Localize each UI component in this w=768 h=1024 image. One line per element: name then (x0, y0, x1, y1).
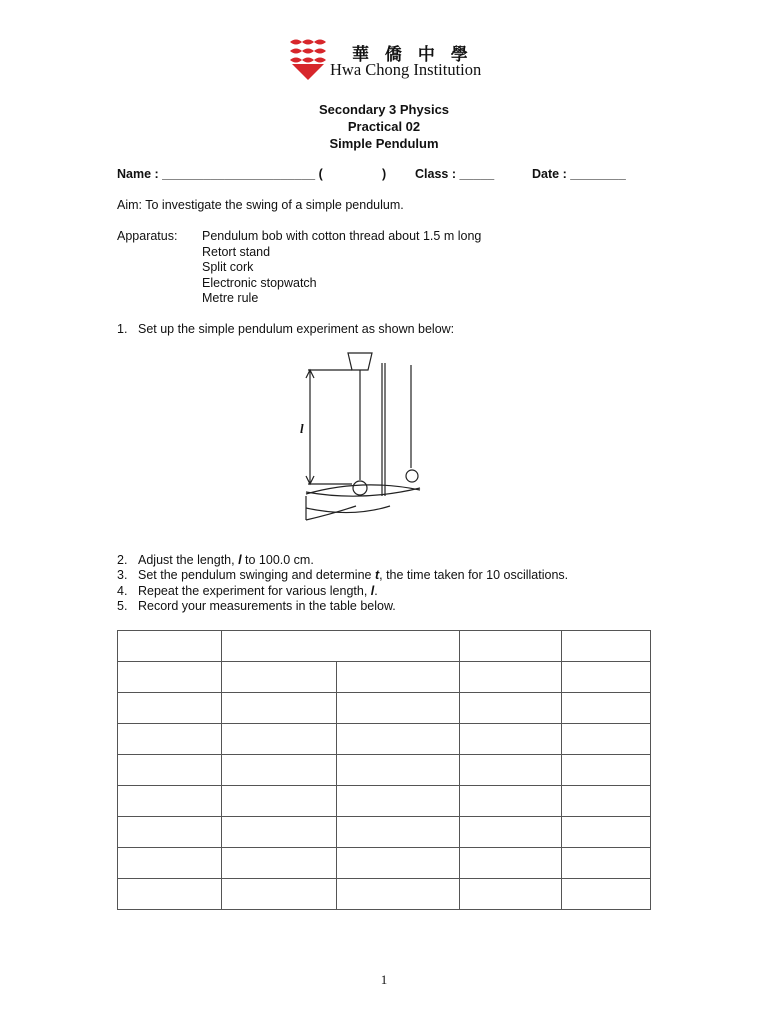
table-cell[interactable] (118, 724, 222, 755)
table-cell[interactable] (460, 755, 562, 786)
table-cell[interactable] (118, 786, 222, 817)
table-cell[interactable] (337, 848, 460, 879)
step-text-pre: Adjust the length, (138, 553, 239, 567)
step-number: 3. (117, 568, 128, 582)
table-cell[interactable] (118, 848, 222, 879)
table-cell[interactable] (222, 817, 337, 848)
table-cell[interactable] (222, 786, 337, 817)
results-table (117, 630, 651, 910)
table-cell[interactable] (222, 693, 337, 724)
table-cell[interactable] (118, 662, 222, 693)
table-cell[interactable] (337, 693, 460, 724)
practical-title: Simple Pendulum (329, 136, 439, 151)
table-cell[interactable] (337, 755, 460, 786)
table-cell[interactable] (222, 848, 337, 879)
table-cell[interactable] (118, 755, 222, 786)
class-field-label: Class : _____ (415, 167, 495, 181)
step-text-post: . (374, 584, 378, 598)
aim-text: Aim: To investigate the swing of a simple pendulum. (117, 198, 404, 212)
table-cell[interactable] (222, 724, 337, 755)
table-row (118, 693, 651, 724)
table-cell[interactable] (562, 848, 651, 879)
table-row (118, 786, 651, 817)
table-cell[interactable] (460, 817, 562, 848)
step-text-post: , the time taken for 10 oscillations. (379, 568, 569, 582)
table-cell[interactable] (562, 662, 651, 693)
table-cell[interactable] (562, 786, 651, 817)
page-number: 1 (380, 972, 388, 987)
table-cell[interactable] (562, 631, 651, 662)
length-label: l (300, 421, 304, 436)
table-cell[interactable] (460, 879, 562, 910)
step-text: Set up the simple pendulum experiment as shown below: (138, 322, 455, 336)
table-cell[interactable] (222, 631, 460, 662)
step-text-pre: Set the pendulum swinging and determine (138, 568, 375, 582)
step-2 (117, 553, 314, 567)
table-row (118, 755, 651, 786)
table-cell[interactable] (222, 755, 337, 786)
table-cell[interactable] (118, 879, 222, 910)
table-cell[interactable] (562, 817, 651, 848)
name-field-label: Name : ______________________ ( (117, 167, 323, 181)
step-5 (117, 599, 396, 613)
institution-english-name: Hwa Chong Institution (330, 60, 482, 79)
practical-number: Practical 02 (347, 119, 421, 134)
apparatus-item: Metre rule (202, 291, 259, 305)
apparatus-item: Pendulum bob with cotton thread about 1.5 m long (202, 229, 482, 243)
table-cell[interactable] (118, 693, 222, 724)
table-cell[interactable] (337, 817, 460, 848)
step-3 (117, 568, 568, 582)
table-cell[interactable] (118, 817, 222, 848)
step-text: Record your measurements in the table below. (138, 599, 396, 613)
subject-title: Secondary 3 Physics (318, 102, 450, 117)
table-cell[interactable] (562, 755, 651, 786)
table-row (118, 879, 651, 910)
time-symbol: t (374, 568, 380, 582)
table-cell[interactable] (222, 662, 337, 693)
step-text-post: to 100.0 cm. (241, 553, 314, 567)
table-cell[interactable] (460, 786, 562, 817)
institution-chinese-name: 華 僑 中 學 (352, 45, 473, 65)
table-cell[interactable] (460, 724, 562, 755)
step-number: 2. (117, 553, 128, 567)
table-cell[interactable] (118, 631, 222, 662)
table-cell[interactable] (562, 693, 651, 724)
name-paren-close: ) (382, 167, 387, 181)
length-symbol: l (370, 584, 375, 598)
table-row (118, 662, 651, 693)
step-number: 1. (117, 322, 128, 336)
table-cell[interactable] (222, 879, 337, 910)
date-field-label: Date : ________ (532, 167, 626, 181)
step-text-pre: Repeat the experiment for various length, (138, 584, 371, 598)
table-cell[interactable] (460, 693, 562, 724)
apparatus-item: Retort stand (202, 244, 271, 259)
table-cell[interactable] (337, 662, 460, 693)
step-number: 5. (117, 599, 128, 613)
table-row (118, 724, 651, 755)
table-row (118, 848, 651, 879)
table-cell[interactable] (460, 662, 562, 693)
apparatus-list (202, 229, 481, 307)
table-header-row (118, 631, 651, 662)
table-row (118, 817, 651, 848)
table-cell[interactable] (337, 724, 460, 755)
step-4 (117, 584, 378, 598)
table-cell[interactable] (562, 879, 651, 910)
table-cell[interactable] (460, 848, 562, 879)
apparatus-label: Apparatus: (117, 229, 178, 243)
step-1 (117, 322, 454, 336)
length-symbol: l (238, 553, 242, 567)
apparatus-item: Electronic stopwatch (202, 275, 317, 290)
table-cell[interactable] (337, 786, 460, 817)
table-cell[interactable] (337, 879, 460, 910)
apparatus-item: Split cork (202, 260, 254, 274)
step-number: 4. (117, 584, 128, 598)
table-cell[interactable] (562, 724, 651, 755)
table-cell[interactable] (460, 631, 562, 662)
pendulum-diagram (292, 348, 432, 526)
